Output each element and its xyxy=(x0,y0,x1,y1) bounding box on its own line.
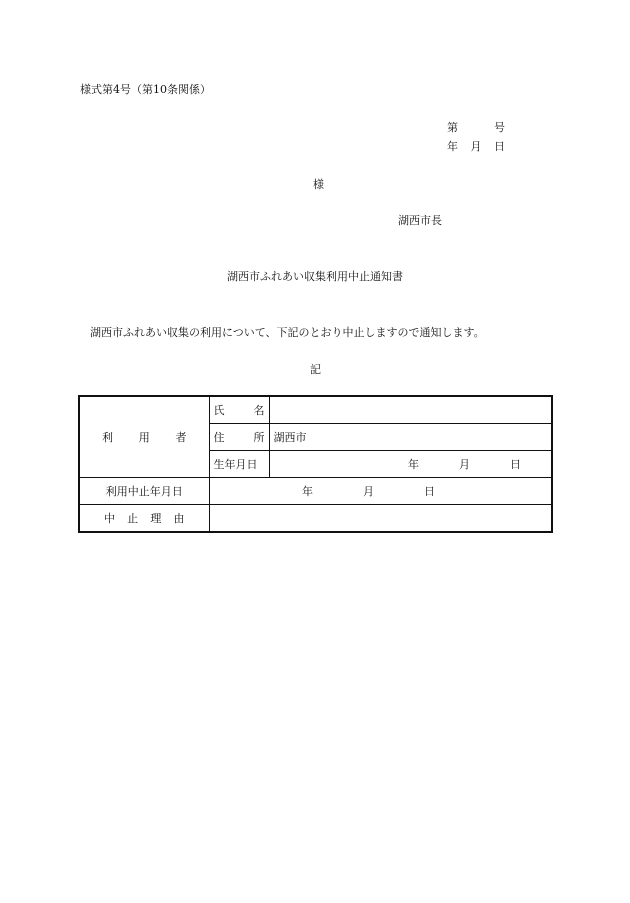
document-title: 湖西市ふれあい収集利用中止通知書 xyxy=(227,270,403,283)
user-label xyxy=(79,396,209,478)
user-label-char-2: 用 xyxy=(138,431,150,444)
table-row-name xyxy=(79,396,552,424)
body-text: 湖西市ふれあい収集の利用について、下記のとおり中止しますので通知します。 xyxy=(90,326,485,339)
reason-label-char-2: 止 xyxy=(127,512,139,525)
stop-date-month-unit: 月 xyxy=(363,485,374,498)
issue-number-suffix: 号 xyxy=(494,121,505,134)
table-row-reason xyxy=(79,505,552,533)
address-label xyxy=(209,424,269,451)
issue-day: 日 xyxy=(494,140,505,153)
birthdate-year-unit: 年 xyxy=(408,458,419,471)
user-label-char-3: 者 xyxy=(175,431,187,444)
issue-number xyxy=(447,119,505,135)
issue-date xyxy=(447,138,505,154)
notice-table xyxy=(78,395,553,533)
name-field[interactable] xyxy=(269,396,552,424)
birthdate-day-unit: 日 xyxy=(510,458,521,471)
issue-month: 月 xyxy=(470,140,482,153)
reason-label-char-3: 理 xyxy=(150,512,162,525)
stop-date-label: 利用中止年月日 xyxy=(79,478,209,505)
birthdate-month-unit: 月 xyxy=(459,458,470,471)
stop-date-year-unit: 年 xyxy=(302,485,313,498)
issue-year: 年 xyxy=(447,140,458,153)
reason-label-char-4: 由 xyxy=(173,512,185,525)
name-label-char-1: 氏 xyxy=(213,404,225,417)
reason-label-char-1: 中 xyxy=(104,512,115,525)
birthdate-field[interactable] xyxy=(269,451,552,478)
address-field[interactable]: 湖西市 xyxy=(269,424,552,451)
birthdate-label: 生年月日 xyxy=(209,451,269,478)
ki-heading: 記 xyxy=(310,363,321,376)
address-label-char-2: 所 xyxy=(253,431,265,444)
user-label-char-1: 利 xyxy=(102,431,113,444)
address-label-char-1: 住 xyxy=(213,431,225,444)
issue-number-prefix: 第 xyxy=(447,121,458,134)
issuer: 湖西市長 xyxy=(398,214,442,227)
name-label xyxy=(209,396,269,424)
table-row-stop-date xyxy=(79,478,552,505)
reason-label xyxy=(79,505,209,533)
name-label-char-2: 名 xyxy=(253,404,265,417)
addressee-suffix: 様 xyxy=(313,178,324,191)
reason-field[interactable] xyxy=(209,505,552,533)
form-number: 様式第4号（第10条関係） xyxy=(80,83,211,96)
stop-date-field[interactable] xyxy=(209,478,552,505)
stop-date-day-unit: 日 xyxy=(424,485,435,498)
